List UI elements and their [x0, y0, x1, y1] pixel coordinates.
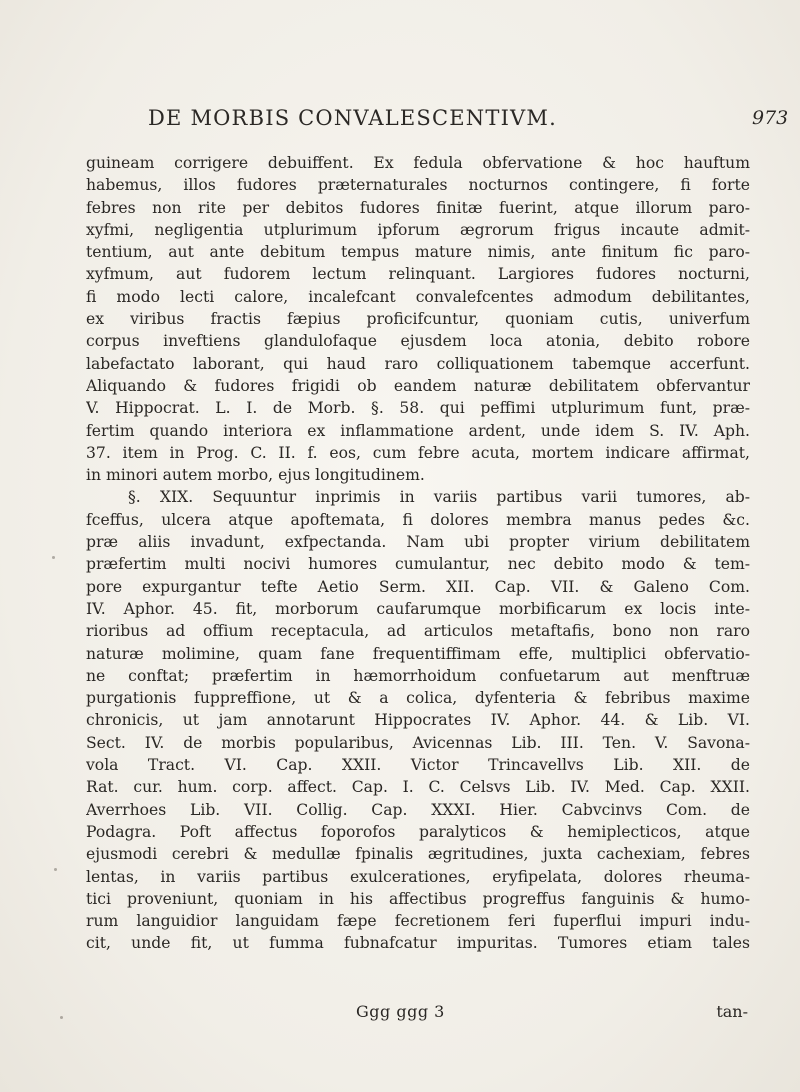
page-footer — [86, 1002, 750, 1026]
text-line: ne conftat; præfertim in hæmorrhoidum confuetarum aut menftruæ — [86, 666, 750, 685]
text-line: cit, unde fit, ut fumma fubnafcatur impuritas. Tumores etiam tales — [86, 934, 750, 953]
paper-speck — [60, 1016, 63, 1019]
text-line: vola Tract. VI. Cap. XXII. Victor Trincavellvs Lib. XII. de — [86, 756, 750, 775]
text-line: 37. item in Prog. C. II. f. eos, cum febre acuta, mortem indicare affirmat, — [86, 443, 750, 462]
text-line: fceffus, ulcera atque apoftemata, fi dolores membra manus pedes &c. — [86, 510, 750, 529]
catchword: tan- — [716, 1002, 748, 1021]
text-line: præ aliis invadunt, exfpectanda. Nam ubi propter virium debilitatem — [86, 533, 750, 552]
text-line: xyfmi, negligentia utplurimum ipforum ægrorum frigus incaute admit- — [86, 220, 750, 239]
text-line: febres non rite per debitos fudores finitæ fuerint, atque illorum paro- — [86, 198, 750, 217]
page-header — [0, 106, 800, 136]
text-line: purgationis fuppreffione, ut & a colica, dyfenteria & febribus maxime — [86, 689, 750, 708]
text-line: corpus inveftiens glandulofaque ejusdem loca atonia, debito robore — [86, 332, 750, 351]
text-line: naturæ molimine, quam fane frequentiffimam effe, multiplici obfervatio- — [86, 644, 750, 663]
text-line: V. Hippocrat. L. I. de Morb. §. 58. qui peffimi utplurimum funt, præ- — [86, 399, 750, 418]
page-number: 973 — [752, 107, 789, 129]
text-line: ejusmodi cerebri & medullæ fpinalis ægritudines, juxta cachexiam, febres — [86, 845, 750, 864]
text-line: Podagra. Poft affectus foporofos paralyticos & hemiplecticos, atque — [86, 822, 750, 841]
text-line: Aliquando & fudores frigidi ob eandem naturæ debilitatem obfervantur — [86, 376, 750, 395]
text-line: Sect. IV. de morbis popularibus, Avicennas Lib. III. Ten. V. Savona- — [86, 733, 750, 752]
text-line: fertim quando interiora ex inflammatione ardent, unde idem S. IV. Aph. — [86, 421, 750, 440]
paper-speck — [52, 556, 55, 559]
body-text — [86, 152, 750, 955]
text-line: rum languidior languidam fæpe fecretionem feri fuperflui impuri indu- — [86, 912, 750, 931]
text-line: rioribus ad offium receptacula, ad articulos metaftafis, bono non raro — [86, 622, 750, 641]
text-line: Rat. cur. hum. corp. affect. Cap. I. C. Celsvs Lib. IV. Med. Cap. XXII. — [86, 778, 750, 797]
text-line: xyfmum, aut fudorem lectum relinquant. Largiores fudores nocturni, — [86, 265, 750, 284]
text-line: fi modo lecti calore, incalefcant convalefcentes admodum debilitantes, — [86, 287, 750, 306]
text-line: ex viribus fractis fæpius proficifcuntur, quoniam cutis, univerfum — [86, 310, 750, 329]
text-line: labefactato laborant, qui haud raro colliquationem tabemque accerfunt. — [86, 354, 750, 373]
text-line: habemus, illos fudores præternaturales nocturnos contingere, fi forte — [86, 176, 750, 195]
text-line: Averrhoes Lib. VII. Collig. Cap. XXXI. Hier. Cabvcinvs Com. de — [86, 800, 750, 819]
signature-mark: Ggg ggg 3 — [356, 1002, 445, 1021]
paper-speck — [54, 868, 57, 871]
running-title: DE MORBIS CONVALESCENTIVM. — [148, 106, 558, 130]
text-line: lentas, in variis partibus exulcerationes, eryfipelata, dolores rheuma- — [86, 867, 750, 886]
text-line: guineam corrigere debuiffent. Ex fedula obfervatione & hoc hauftum — [86, 154, 750, 172]
text-line: præfertim multi nocivi humores cumulantur, nec debito modo & tem- — [86, 555, 750, 574]
text-line: tici proveniunt, quoniam in his affectibus progreffus fanguinis & humo- — [86, 889, 750, 908]
paragraph-end-line: in minori autem morbo, ejus longitudinem. — [86, 466, 425, 485]
text-line: tentium, aut ante debitum tempus mature nimis, ante finitum fic paro- — [86, 243, 750, 262]
section-start-line: §. XIX. Sequuntur inprimis in variis partibus varii tumores, ab- — [128, 488, 750, 507]
text-line: IV. Aphor. 45. fit, morborum caufarumque morbificarum ex locis inte- — [86, 599, 750, 618]
text-line: chronicis, ut jam annotarunt Hippocrates IV. Aphor. 44. & Lib. VI. — [86, 711, 750, 730]
text-line: pore expurgantur tefte Aetio Serm. XII. Cap. VII. & Galeno Com. — [86, 577, 750, 596]
